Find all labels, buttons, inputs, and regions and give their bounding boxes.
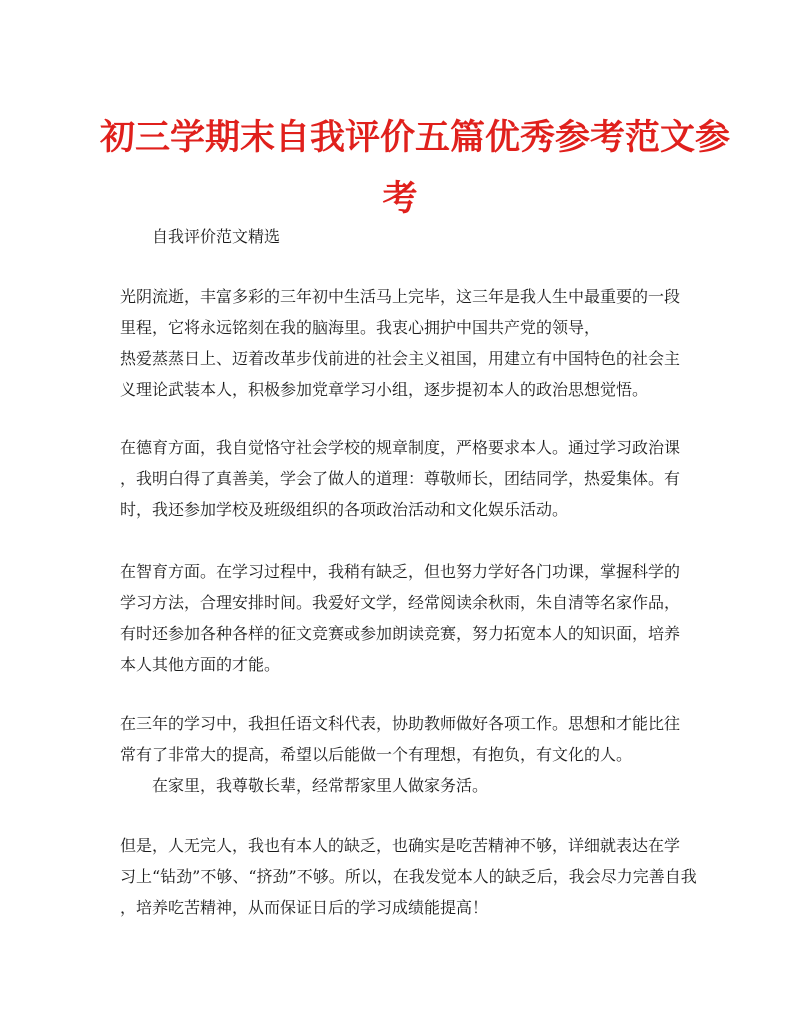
paragraph-line: 里程，它将永远铭刻在我的脑海里。我衷心拥护中国共产党的领导， xyxy=(120,318,601,337)
paragraph-line: 时，我还参加学校及班级组织的各项政治活动和文化娱乐活动。 xyxy=(120,500,569,519)
paragraph-line: ，我明白得了真善美，学会了做人的道理：尊敬师长，团结同学，热爱集体。有 xyxy=(120,469,681,488)
document-subtitle: 自我评价范文精选 xyxy=(152,227,281,246)
paragraph-line: 在三年的学习中，我担任语文科代表，协助教师做好各项工作。思想和才能比往 xyxy=(120,714,681,733)
paragraph-line: 有时还参加各种各样的征文竞赛或参加朗读竞赛，努力拓宽本人的知识面，培养 xyxy=(120,624,681,643)
paragraph-line: 学习方法，合理安排时间。我爱好文学，经常阅读余秋雨，朱自清等名家作品， xyxy=(120,593,681,612)
document-title-line1: 初三学期末自我评价五篇优秀参考范文参 xyxy=(100,118,731,158)
paragraph-line: 在德育方面，我自觉恪守社会学校的规章制度，严格要求本人。通过学习政治课 xyxy=(120,438,681,457)
paragraph-line: 常有了非常大的提高，希望以后能做一个有理想，有抱负，有文化的人。 xyxy=(120,745,633,764)
paragraph-line-indented: 在家里，我尊敬长辈，经常帮家里人做家务活。 xyxy=(152,776,489,795)
paragraph-line: 习上“钻劲”不够、“挤劲”不够。所以，在我发觉本人的缺乏后，我会尽力完善自我 xyxy=(120,867,697,886)
paragraph-line: ，培养吃苦精神，从而保证日后的学习成绩能提高！ xyxy=(120,898,489,917)
paragraph-line: 但是，人无完人，我也有本人的缺乏，也确实是吃苦精神不够，详细就表达在学 xyxy=(120,836,681,855)
paragraph-line: 热爱蒸蒸日上、迈着改革步伐前进的社会主义祖国，用建立有中国特色的社会主 xyxy=(120,349,681,368)
paragraph-line: 义理论武装本人，积极参加党章学习小组，逐步提初本人的政治思想觉悟。 xyxy=(120,380,649,399)
paragraph-line: 在智育方面。在学习过程中，我稍有缺乏，但也努力学好各门功课，掌握科学的 xyxy=(120,562,681,581)
paragraph-line: 本人其他方面的才能。 xyxy=(120,655,281,674)
paragraph-line: 光阴流逝，丰富多彩的三年初中生活马上完毕，这三年是我人生中最重要的一段 xyxy=(120,287,681,306)
document-title-line2: 考 xyxy=(382,179,418,219)
